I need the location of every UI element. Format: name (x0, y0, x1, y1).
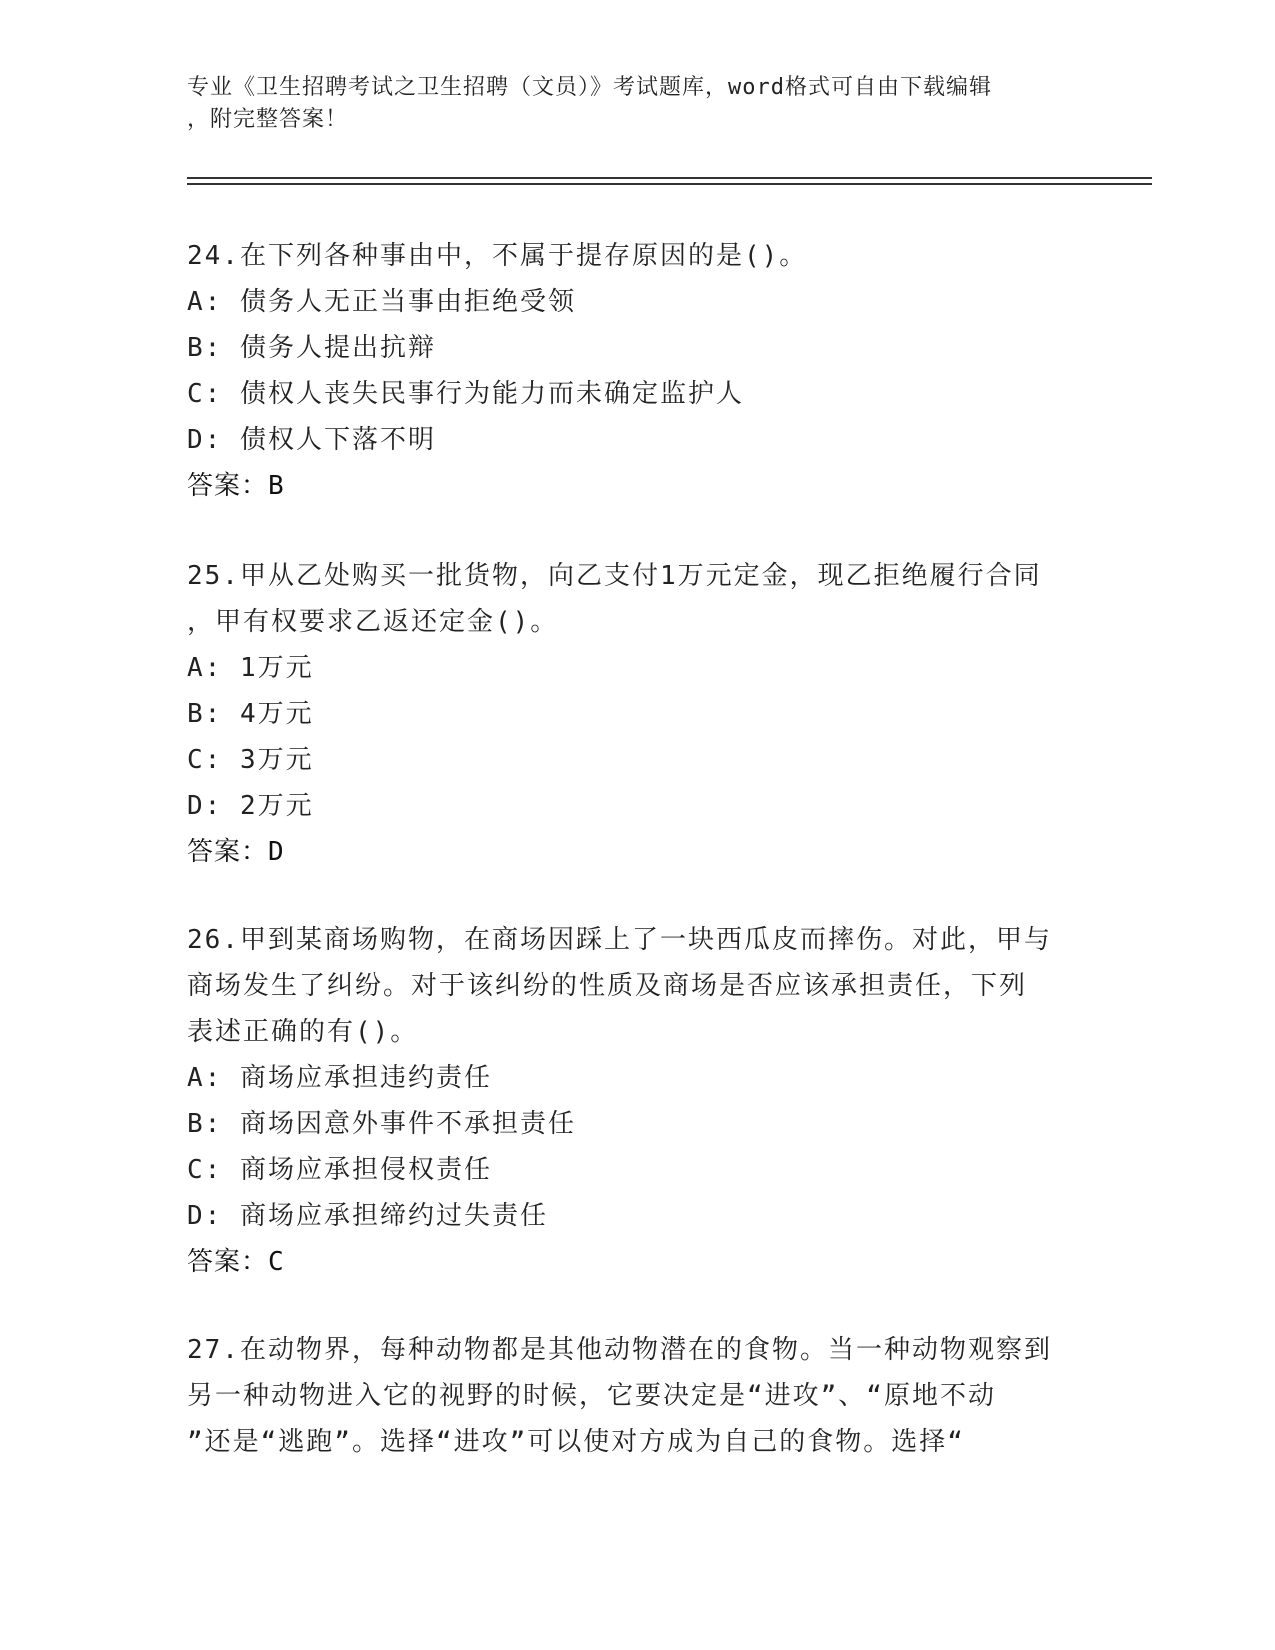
answer: 答案：B (187, 471, 285, 501)
option-c: C: 3万元 (187, 745, 314, 775)
question-stem: 25.甲从乙处购买一批货物，向乙支付1万元定金，现乙拒绝履行合同 (187, 561, 1042, 591)
option-c: C: 债权人丧失民事行为能力而未确定监护人 (187, 379, 744, 409)
option-b: B: 债务人提出抗辩 (187, 333, 436, 363)
header-line-1: 专业《卫生招聘考试之卫生招聘（文员）》考试题库，word格式可自由下载编辑 (187, 75, 992, 100)
header-line-2: ，附完整答案！ (187, 107, 349, 132)
question-26 (187, 917, 1067, 1285)
question-stem: ”还是“逃跑”。选择“进攻”可以使对方成为自己的食物。选择“ (187, 1427, 965, 1457)
question-stem: 24.在下列各种事由中，不属于提存原因的是()。 (187, 241, 808, 271)
document-header (187, 72, 1067, 136)
question-stem: 另一种动物进入它的视野的时候，它要决定是“进攻”、“原地不动 (187, 1381, 996, 1411)
option-a: A: 债务人无正当事由拒绝受领 (187, 287, 576, 317)
question-stem: 27.在动物界，每种动物都是其他动物潜在的食物。当一种动物观察到 (187, 1335, 1052, 1365)
option-c: C: 商场应承担侵权责任 (187, 1155, 492, 1185)
option-d: D: 商场应承担缔约过失责任 (187, 1201, 548, 1231)
question-27 (187, 1327, 1067, 1465)
question-24 (187, 233, 1067, 509)
option-a: A: 商场应承担违约责任 (187, 1063, 492, 1093)
header-divider-top (187, 177, 1152, 179)
answer: 答案：D (187, 837, 285, 867)
answer: 答案：C (187, 1247, 285, 1277)
question-stem: 商场发生了纠纷。对于该纠纷的性质及商场是否应该承担责任，下列 (187, 971, 1028, 1001)
question-stem: 表述正确的有()。 (187, 1017, 419, 1047)
option-a: A: 1万元 (187, 653, 314, 683)
question-25 (187, 553, 1067, 875)
question-stem: ，甲有权要求乙返还定金()。 (187, 607, 559, 637)
option-b: B: 商场因意外事件不承担责任 (187, 1109, 576, 1139)
option-d: D: 2万元 (187, 791, 314, 821)
option-b: B: 4万元 (187, 699, 314, 729)
question-stem: 26.甲到某商场购物，在商场因踩上了一块西瓜皮而摔伤。对此，甲与 (187, 925, 1052, 955)
option-d: D: 债权人下落不明 (187, 425, 436, 455)
header-divider-bottom (187, 183, 1152, 185)
